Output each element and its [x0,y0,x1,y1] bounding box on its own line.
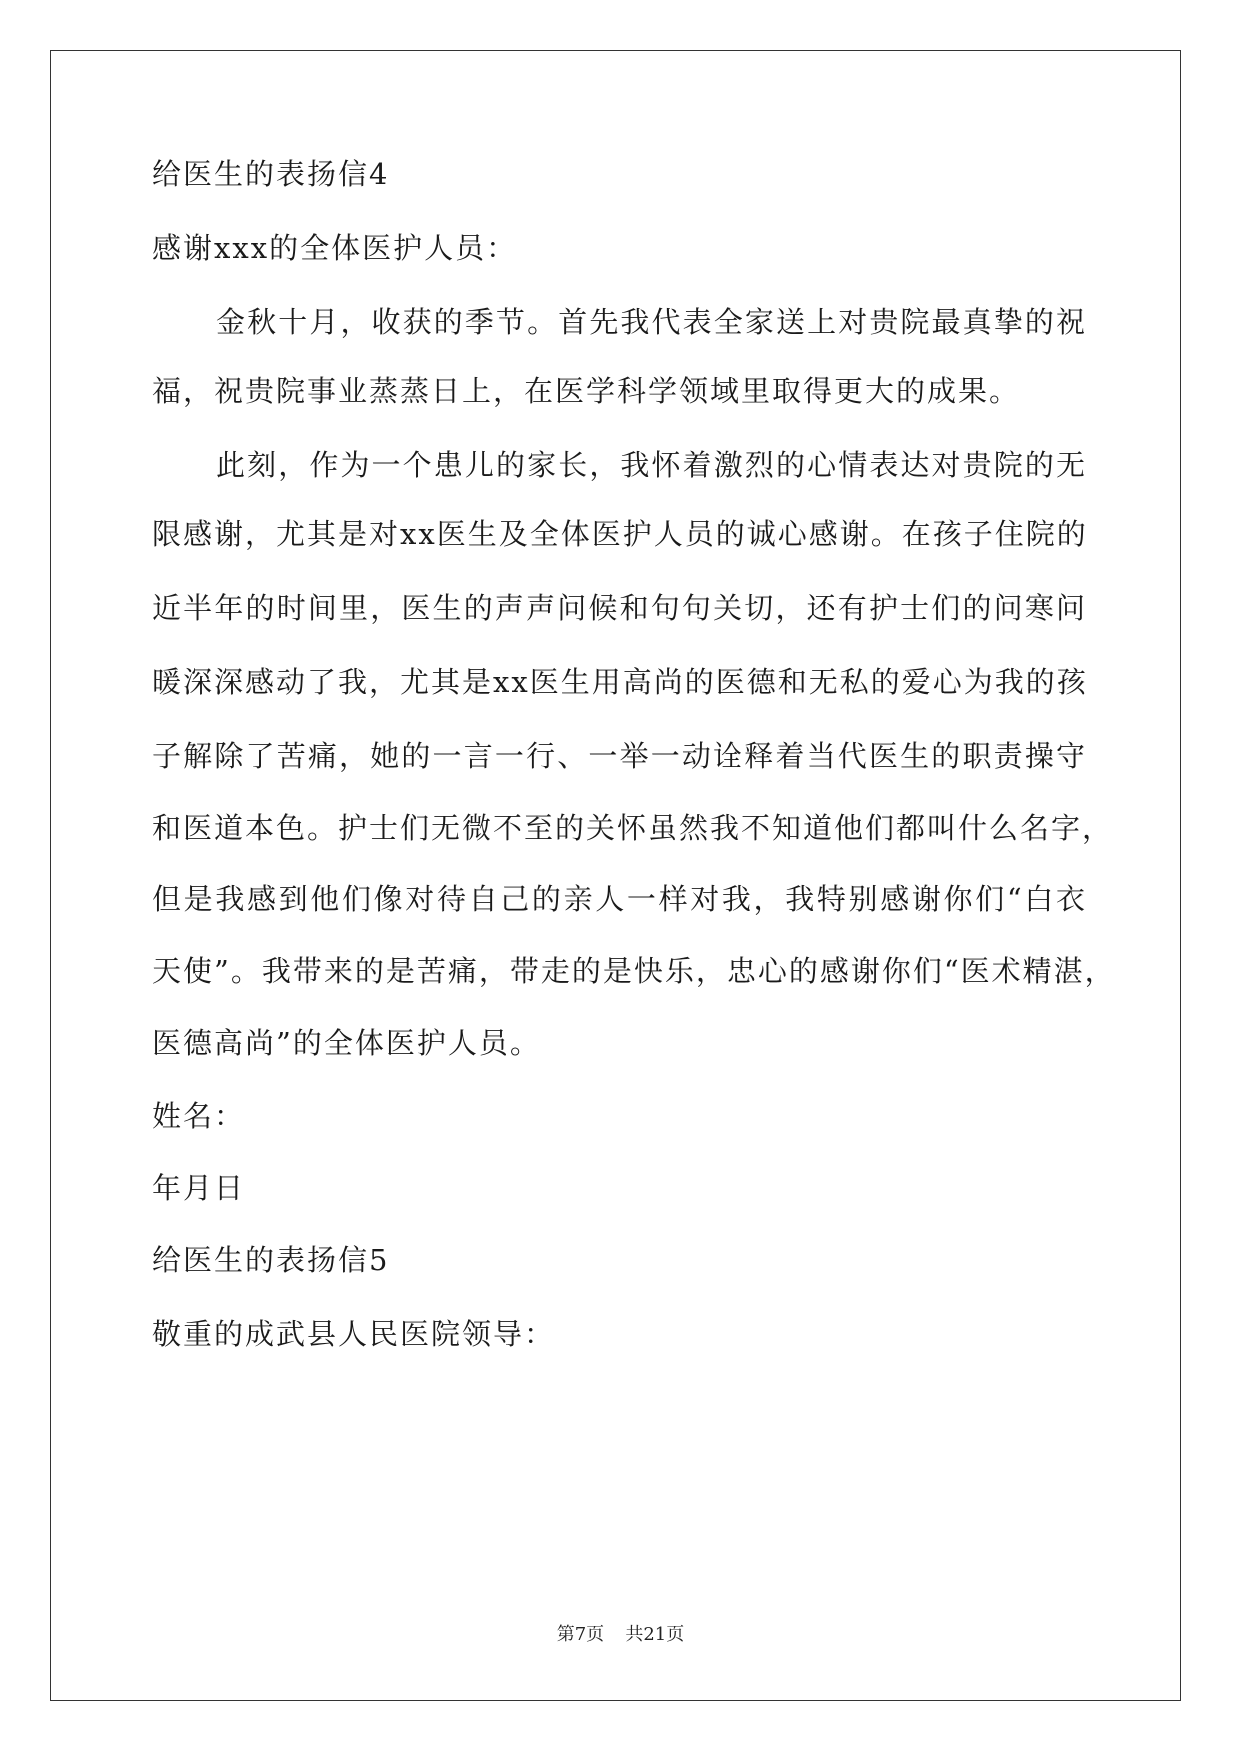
paragraph-line: 近半年的时间里，医生的声声问候和句句关切，还有护士们的问寒问 [152,591,1087,625]
letter-title: 给医生的表扬信4 [152,157,390,191]
letter-title: 给医生的表扬信5 [152,1243,390,1277]
paragraph-line: 金秋十月，收获的季节。首先我代表全家送上对贵院最真挚的祝 [216,305,1087,339]
page-total: 共21页 [625,1624,685,1645]
paragraph-line: 此刻，作为一个患儿的家长，我怀着激烈的心情表达对贵院的无 [216,448,1087,482]
paragraph-line: 但是我感到他们像对待自己的亲人一样对我，我特别感谢你们“白衣 [152,882,1087,916]
paragraph-line: 和医道本色。护士们无微不至的关怀虽然我不知道他们都叫什么名字， [152,811,1114,845]
paragraph-line: 福，祝贵院事业蒸蒸日上，在医学科学领域里取得更大的成果。 [152,374,1021,408]
signature-name-label: 姓名： [152,1099,246,1133]
salutation: 感谢xxx的全体医护人员： [152,231,518,265]
paragraph-line: 医德高尚”的全体医护人员。 [152,1026,541,1060]
salutation: 敬重的成武县人民医院领导： [152,1317,556,1351]
paragraph-line: 暖深深感动了我，尤其是xx医生用高尚的医德和无私的爱心为我的孩 [152,665,1088,699]
paragraph-line: 天使”。我带来的是苦痛，带走的是快乐，忠心的感谢你们“医术精湛， [152,954,1116,988]
page-number: 第7页 [556,1624,605,1645]
page-footer [0,1623,1241,1647]
signature-date-label: 年月日 [152,1171,246,1205]
paragraph-line: 限感谢，尤其是对xx医生及全体医护人员的诚心感谢。在孩子住院的 [152,517,1088,551]
page-border [50,50,1181,1701]
paragraph-line: 子解除了苦痛，她的一言一行、一举一动诠释着当代医生的职责操守 [152,739,1087,773]
